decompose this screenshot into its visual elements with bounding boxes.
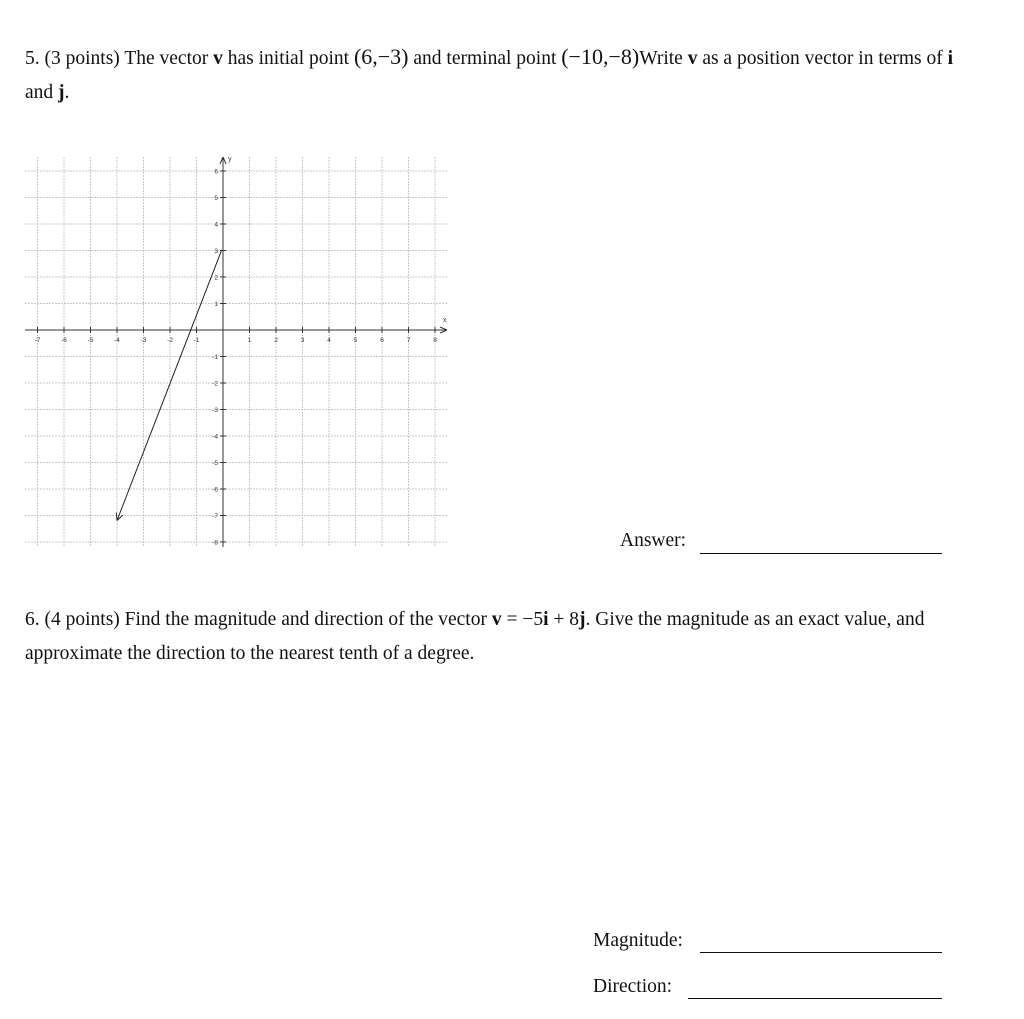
answer-label: Answer:: [620, 530, 687, 551]
q6-plus: + 8: [548, 609, 579, 630]
y-tick-label: -1: [212, 354, 218, 361]
direction-label: Direction:: [593, 976, 673, 997]
y-tick-label: -2: [212, 380, 218, 388]
question-6: [25, 603, 965, 671]
x-tick-label: 5: [353, 337, 358, 344]
q5-number: 5.: [25, 48, 40, 69]
y-tick-label: -3: [212, 407, 218, 414]
q6-magnitude: [593, 930, 683, 952]
y-tick-label: 3: [214, 248, 218, 255]
y-tick-label: -5: [212, 460, 218, 467]
y-tick-label: 4: [214, 221, 218, 229]
y-tick-label: -6: [212, 486, 218, 494]
q5-initial-point: (6,−3): [353, 44, 409, 69]
x-tick-label: 4: [327, 337, 331, 344]
magnitude-label: Magnitude:: [593, 930, 683, 951]
q5-text-1: The vector: [124, 48, 209, 69]
x-tick-label: -2: [167, 337, 173, 344]
q5-unit-i: i: [947, 48, 954, 69]
q5-terminal-point: (−10,−8): [561, 44, 640, 69]
q6-points: (4 points): [44, 609, 120, 630]
q6-direction: [593, 976, 672, 998]
x-axis-label: x: [443, 317, 447, 324]
q5-text-5: as a position vector in terms of: [702, 48, 943, 69]
q6-unit-i: i: [543, 609, 549, 630]
x-tick-label: 7: [406, 337, 411, 344]
q5-vector-v-2: v: [687, 48, 698, 69]
x-tick-label: 8: [433, 337, 437, 344]
q5-vector-v: v: [213, 48, 223, 69]
x-tick-label: -3: [140, 337, 147, 344]
q5-text-4: Write: [639, 48, 683, 69]
q5-text-2: has initial point: [227, 48, 350, 69]
q5-answer: [620, 530, 686, 552]
y-tick-label: -4: [212, 433, 218, 441]
q5-points: (3 points): [44, 48, 120, 69]
x-tick-label: -5: [87, 337, 94, 344]
q6-text-2: . Give the magnitude as an exact value, and approximate the direction to the nearest tenth of a degree.: [25, 609, 925, 664]
y-tick-label: -7: [212, 513, 218, 520]
q5-text-3: and terminal point: [413, 48, 557, 69]
x-tick-label: 3: [300, 337, 305, 344]
vector-line: [117, 251, 222, 521]
x-tick-label: -1: [193, 337, 200, 344]
y-tick-label: 2: [214, 274, 218, 282]
x-tick-label: 6: [380, 337, 384, 344]
y-tick-label: 6: [214, 168, 218, 176]
y-tick-label: -8: [212, 539, 218, 547]
q6-vector-v: v: [491, 609, 502, 630]
q5-period: .: [64, 82, 70, 103]
x-tick-label: 2: [274, 337, 278, 344]
q6-number: 6.: [25, 609, 40, 630]
q6-eq: = −5: [501, 609, 544, 630]
q5-unit-j: j: [58, 82, 65, 103]
x-tick-label: -4: [114, 337, 120, 344]
q6-unit-j: j: [579, 609, 586, 630]
y-tick-label: 5: [214, 195, 218, 202]
x-tick-label: -7: [34, 337, 41, 344]
y-axis-label: y: [228, 156, 232, 163]
x-tick-label: 1: [247, 337, 252, 344]
y-tick-label: 1: [214, 301, 218, 308]
q5-and: and: [25, 82, 54, 103]
x-tick-label: -6: [61, 337, 67, 344]
q6-text-1: Find the magnitude and direction of the vector: [124, 609, 487, 630]
